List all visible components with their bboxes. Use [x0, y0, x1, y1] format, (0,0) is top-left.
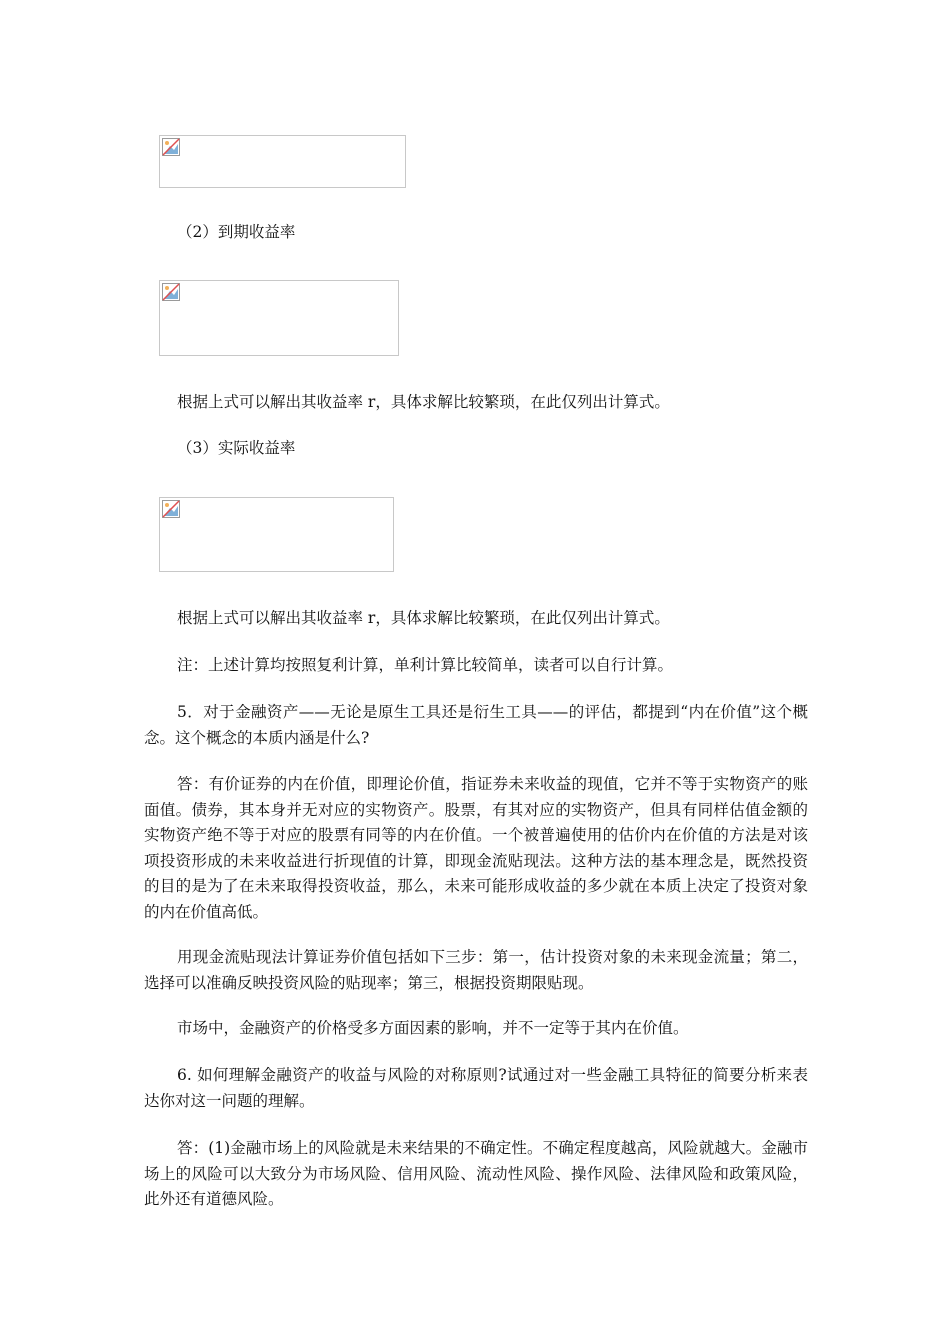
broken-image-icon — [162, 283, 180, 301]
formula-image-1 — [159, 135, 406, 188]
solve-text-2: 根据上式可以解出其收益率 r，具体求解比较繁琐，在此仅列出计算式。 — [177, 609, 670, 627]
question-5: 5．对于金融资产——无论是原生工具还是衍生工具——的评估，都提到“内在价值”这个概念。这个概念的本质内涵是什么? — [144, 703, 808, 747]
answer-5-paragraph-2: 用现金流贴现法计算证券价值包括如下三步：第一，估计投资对象的未来现金流量；第二，选择可以准确反映投资风险的贴现率；第三，根据投资期限贴现。 — [144, 948, 808, 992]
answer-6-paragraph-1: 答：(1)金融市场上的风险就是未来结果的不确定性。不确定程度越高，风险就越大。金融市场上的风险可以大致分为市场风险、信用风险、流动性风险、操作风险、法律风险和政策风险，此外还有道德风险。 — [144, 1139, 808, 1209]
answer-5-paragraph-3: 市场中，金融资产的价格受多方面因素的影响，并不一定等于其内在价值。 — [177, 1019, 689, 1037]
question-6: 6. 如何理解金融资产的收益与风险的对称原则?试通过对一些金融工具特征的简要分析来表达你对这一问题的理解。 — [144, 1066, 808, 1110]
broken-image-icon — [162, 138, 180, 156]
broken-image-icon — [162, 500, 180, 518]
answer-5-paragraph-1: 答：有价证券的内在价值，即理论价值，指证券未来收益的现值，它并不等于实物资产的账面值。债券，其本身并无对应的实物资产。股票，有其对应的实物资产，但具有同样估值金额的实物资产绝不等于对应的股票有同等的内在价值。一个被普遍使用的估价内在价值的方法是对该项投资形成的未来收益进行折现值的计算，即现金流贴现法。这种方法的基本理念是，既然投资的目的是为了在未来取得投资收益，那么，未来可能形成收益的多少就在本质上决定了投资对象的内在价值高低。 — [144, 775, 808, 921]
solve-text-1: 根据上式可以解出其收益率 r，具体求解比较繁琐，在此仅列出计算式。 — [177, 393, 670, 411]
subheading-actual-yield: （3）实际收益率 — [177, 439, 296, 457]
note-text: 注：上述计算均按照复利计算，单利计算比较简单，读者可以自行计算。 — [177, 656, 674, 674]
formula-image-2 — [159, 280, 399, 356]
subheading-yield-to-maturity: （2）到期收益率 — [177, 223, 296, 241]
formula-image-3 — [159, 497, 394, 572]
